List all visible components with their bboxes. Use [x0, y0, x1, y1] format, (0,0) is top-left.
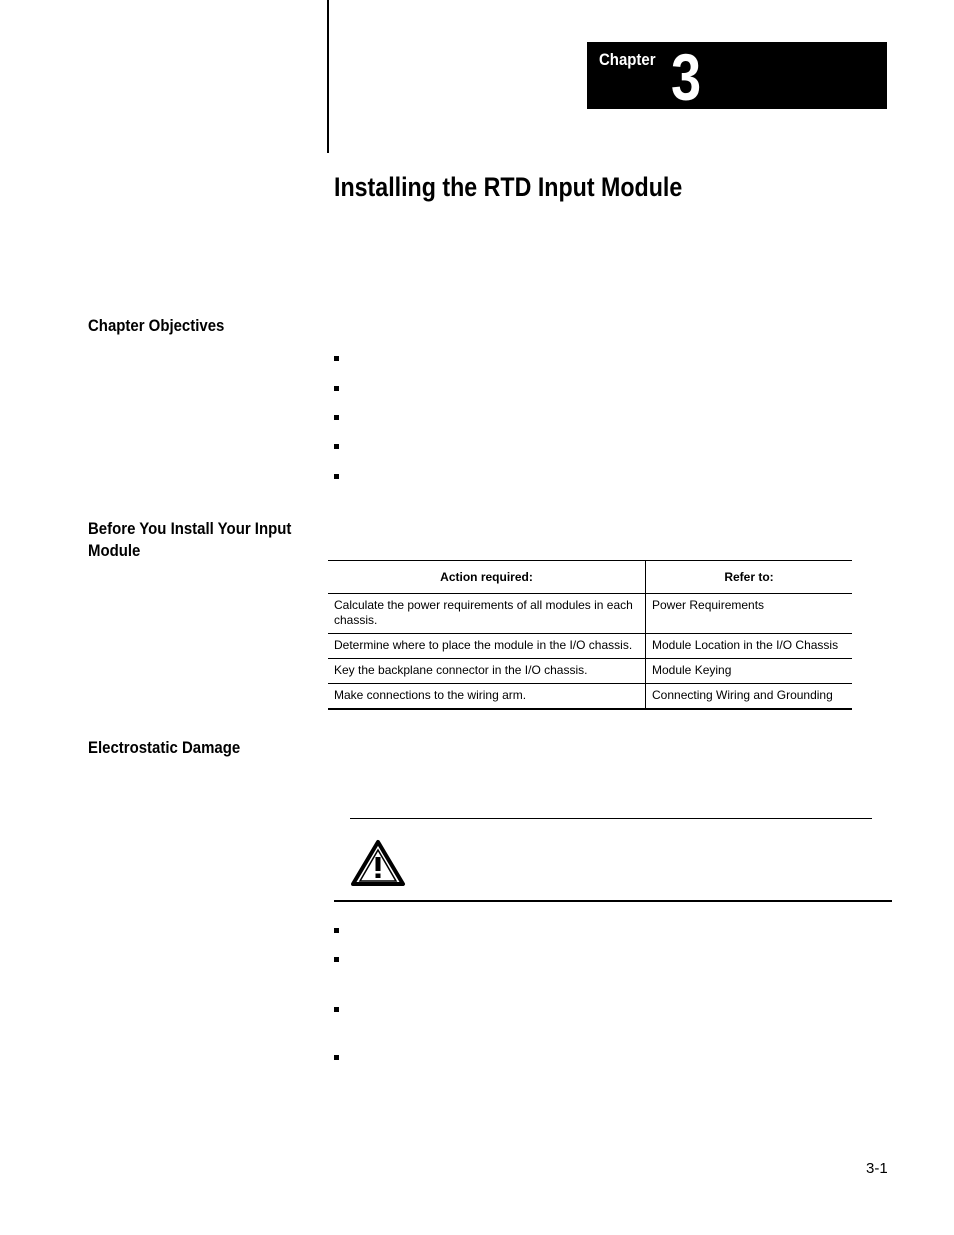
- chapter-tab: [587, 40, 887, 114]
- heading-electrostatic-damage: Electrostatic Damage: [88, 738, 241, 757]
- table-row: [328, 634, 852, 659]
- bullet-marker: [334, 928, 339, 933]
- column-header-refer: Refer to:: [724, 570, 774, 584]
- warning-triangle-icon: [350, 838, 406, 888]
- chapter-number: 3: [671, 40, 702, 114]
- table-cell-action: [328, 594, 646, 634]
- heading-before-install-line1: Before You Install Your Input: [88, 519, 292, 538]
- table-row: [328, 684, 852, 710]
- table-row: [328, 659, 852, 684]
- heading-before-install-line2: Module: [88, 541, 141, 560]
- bullet-marker: [334, 1055, 339, 1060]
- table-cell-refer: Module Keying: [652, 663, 732, 677]
- chapter-label: Chapter: [599, 50, 656, 69]
- table-cell-action: Make connections to the wiring arm.: [328, 684, 646, 710]
- bullet-marker: [334, 444, 339, 449]
- table-header-row: [328, 561, 852, 594]
- bullet-marker: [334, 957, 339, 962]
- action-text-line2: chassis.: [334, 613, 378, 627]
- action-text-line1: Calculate the power requirements of all modules in each: [334, 598, 633, 612]
- requirements-table: [328, 560, 852, 710]
- bullet-marker: [334, 1007, 339, 1012]
- warning-top-rule: [350, 818, 872, 819]
- table-cell-action: Key the backplane connector in the I/O chassis.: [328, 659, 646, 684]
- table-cell-refer: Connecting Wiring and Grounding: [652, 688, 833, 702]
- page-number: 3-1: [866, 1160, 888, 1177]
- bullet-marker: [334, 386, 339, 391]
- page-title: Installing the RTD Input Module: [334, 172, 683, 202]
- bullet-marker: [334, 415, 339, 420]
- margin-rule: [327, 0, 329, 153]
- warning-bottom-rule: [334, 900, 892, 902]
- table-cell-refer: Power Requirements: [652, 598, 765, 612]
- column-header-action: Action required:: [328, 561, 646, 594]
- bullet-marker: [334, 356, 339, 361]
- bullet-marker: [334, 474, 339, 479]
- table-row: [328, 594, 852, 634]
- table-cell-refer: Module Location in the I/O Chassis: [652, 638, 839, 652]
- heading-before-install: [88, 518, 291, 562]
- heading-chapter-objectives: Chapter Objectives: [88, 316, 225, 335]
- table-cell-action: Determine where to place the module in the I/O chassis.: [328, 634, 646, 659]
